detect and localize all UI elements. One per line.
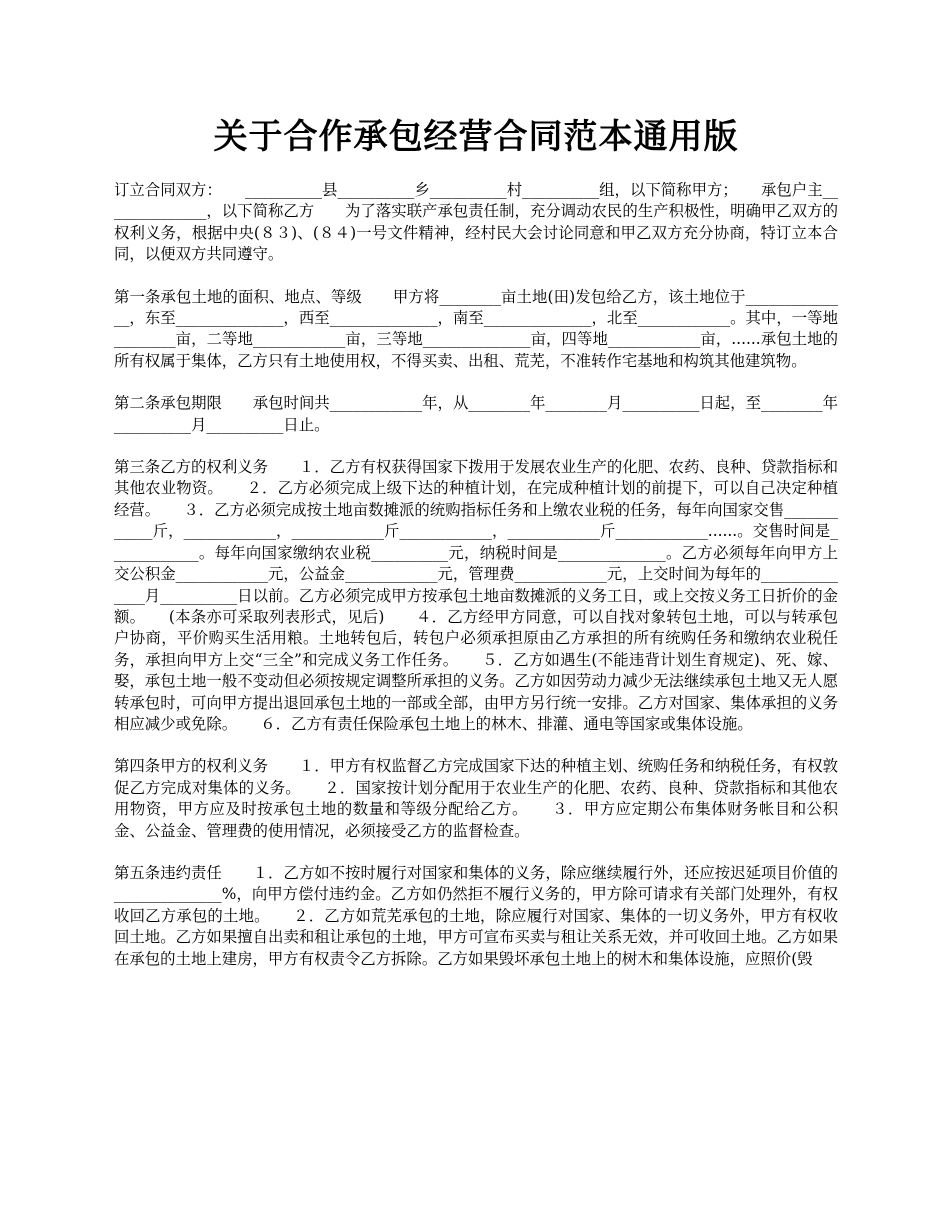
article-5-liability-paragraph: 第五条违约责任 １．乙方如不按时履行对国家和集体的义务，除应继续履行外，还应按迟延项目价值的______________%，向甲方偿付违约金。乙方如仍然拒不履行义务的，甲方除可请求有关部门处理外，有权收回乙方承包的土地。 ２．乙方如荒芜承包的土地，除应履行对国家、集体的一切义务外，甲方有权收回土地。乙方如果擅自出卖和租让承包的土地，甲方可宣布买卖与租让关系无效，并可收回土地。乙方如果在承包的土地上建房，甲方有权责令乙方拆除。乙方如果毁坏承包土地上的树木和集体设施，应照价(毁 <box>114 863 838 968</box>
contract-parties-paragraph: 订立合同双方： __________县__________乡__________村__________组，以下简称甲方； 承包户主______________，以下简称乙方 为了落实联产承包责任制，充分调动农民的生产积极性，明确甲乙双方的权利义务，根据中央(８３)、(８４)一号文件精神，经村民大会讨论同意和甲乙双方充分协商，特订立本合同，以便双方共同遵守。 <box>114 181 838 264</box>
article-2-term-paragraph: 第二条承包期限 承包时间共____________年，从________年________月__________日起，至________年__________月__________日止。 <box>114 394 838 434</box>
article-3-party-b-paragraph: 第三条乙方的权利义务 １．乙方有权获得国家下拨用于发展农业生产的化肥、农药、良种、贷款指标和其他农业物资。 ２．乙方必须完成上级下达的种植计划，在完成种植计划的前提下，可以自己决定种植经营。 ３．乙方必须完成按土地亩数摊派的统购指标任务和上缴农业税的任务，每年向国家交售____________斤，____________，____________斤____________，____________斤____________......。交售时间是____________。每年向国家缴纳农业税__________元，纳税时间是______________。乙方必须每年向甲方上交公积金____________元，公益金____________元，管理费____________元，上交时间为每年的______________月__________日以前。乙方必须完成甲方按承包土地亩数摊派的义务工日，或上交按义务工日折价的金额。 (本条亦可采取列表形式，见后) ４．乙方经甲方同意，可以自找对象转包土地，可以与转承包户协商，平价购买生活用粮。土地转包后，转包户必须承担原由乙方承担的所有统购任务和缴纳农业税任务，承担向甲方上交“三全”和完成义务工作任务。 ５．乙方如遇生(不能违背计划生育规定)、死、嫁、娶，承包土地一般不变动但必须按规定调整所承担的义务。乙方如因劳动力减少无法继续承包土地又无人愿转承包时，可向甲方提出退回承包土地的一部或全部，由甲方另行统一安排。乙方对国家、集体承担的义务相应减少或免除。 ６．乙方有责任保险承包土地上的林木、排灌、通电等国家或集体设施。 <box>114 458 838 733</box>
document-page <box>114 108 838 991</box>
article-1-land-paragraph: 第一条承包土地的面积、地点、等级 甲方将________亩土地(田)发包给乙方，该土地位于______________，东至______________，西至______________，南至______________，北至____________。其中，一等地________亩，二等地____________亩，三等地______________亩，四等地____________亩，......承包土地的所有权属于集体，乙方只有土地使用权，不得买卖、出租、荒芜，不准转作宅基地和构筑其他建筑物。 <box>114 287 838 370</box>
article-4-party-a-paragraph: 第四条甲方的权利义务 １．甲方有权监督乙方完成国家下达的种植主划、统购任务和纳税任务，有权敦促乙方完成对集体的义务。 ２．国家按计划分配用于农业生产的化肥、农药、良种、贷款指标和其他农用物资，甲方应及时按承包土地的数量和等级分配给乙方。 ３．甲方应定期公布集体财务帐目和公积金、公益金、管理费的使用情况，必须接受乙方的监督检查。 <box>114 757 838 840</box>
document-title: 关于合作承包经营合同范本通用版 <box>213 117 739 157</box>
